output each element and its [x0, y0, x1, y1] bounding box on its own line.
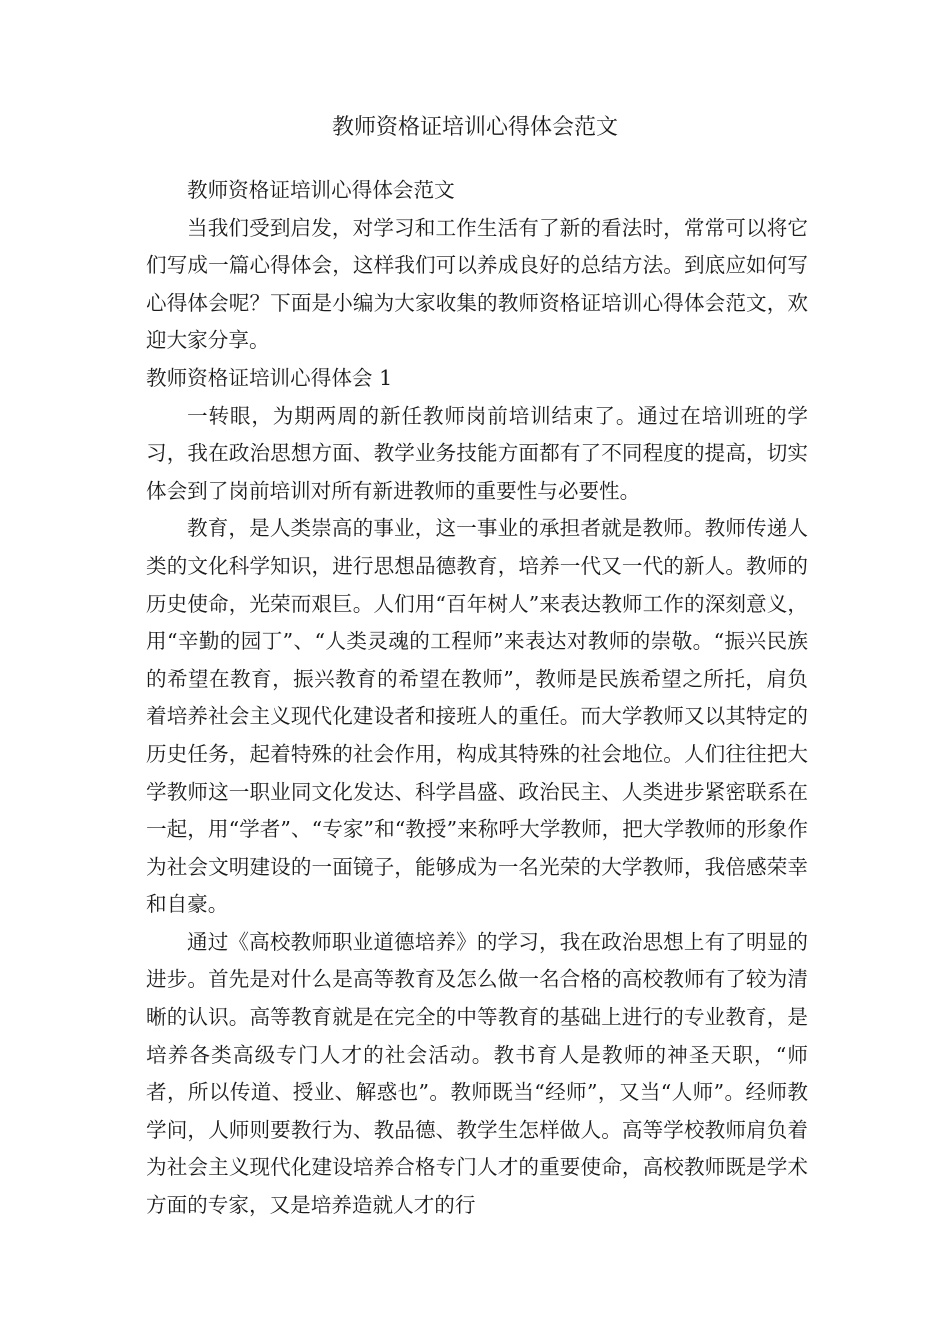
intro-paragraph: 当我们受到启发，对学习和工作生活有了新的看法时，常常可以将它们写成一篇心得体会，这样我们可以养成良好的总结方法。到底应如何写心得体会呢？下面是小编为大家收集的教师资格证培训心得体会范文，欢迎大家分享。: [146, 215, 808, 353]
subtitle-paragraph: 教师资格证培训心得体会范文: [187, 178, 455, 202]
document-title: 教师资格证培训心得体会范文: [331, 115, 618, 140]
body-paragraph: 通过《高校教师职业道德培养》的学习，我在政治思想上有了明显的进步。首先是对什么是高等教育及怎么做一名合格的高校教师有了较为清晰的认识。高等教育就是在完全的中等教育的基础上进行的专业教育，是培养各类高级专门人才的社会活动。教书育人是教师的神圣天职，“师者，所以传道、授业、解惑也”。教师既当“经师”，又当“人师”。经师教学问，人师则要教行为、教品德、教学生怎样做人。高等学校教师肩负着为社会主义现代化建设培养合格专门人才的重要使命，高校教师既是学术方面的专家，又是培养造就人才的行: [146, 929, 808, 1218]
document-body: [146, 172, 808, 1225]
body-paragraph: 一转眼，为期两周的新任教师岗前培训结束了。通过在培训班的学习，我在政治思想方面、教学业务技能方面都有了不同程度的提高，切实体会到了岗前培训对所有新进教师的重要性与必要性。: [146, 403, 808, 503]
body-paragraph: 教育，是人类崇高的事业，这一事业的承担者就是教师。教师传递人类的文化科学知识，进行思想品德教育，培养一代又一代的新人。教师的历史使命，光荣而艰巨。人们用“百年树人”来表达教师工作的深刻意义，用“辛勤的园丁”、“人类灵魂的工程师”来表达对教师的崇敬。“振兴民族的希望在教育，振兴教育的希望在教师”，教师是民族希望之所托，肩负着培养社会主义现代化建设者和接班人的重任。而大学教师又以其特定的历史任务，起着特殊的社会作用，构成其特殊的社会地位。人们往往把大学教师这一职业同文化发达、科学昌盛、政治民主、人类进步紧密联系在一起，用“学者”、“专家”和“教授”来称呼大学教师，把大学教师的形象作为社会文明建设的一面镜子，能够成为一名光荣的大学教师，我倍感荣幸和自豪。: [146, 516, 808, 917]
section-heading: 教师资格证培训心得体会 1: [146, 365, 393, 390]
